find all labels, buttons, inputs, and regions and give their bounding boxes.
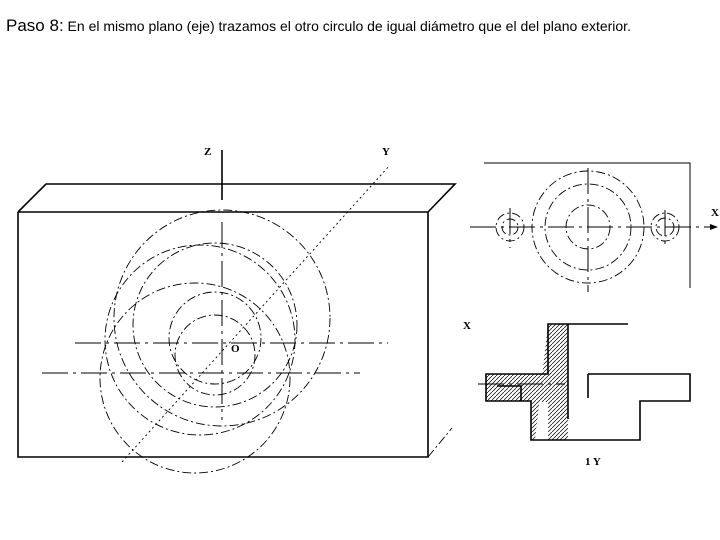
hatch-left-flange	[486, 374, 531, 401]
label-x-right: X	[711, 207, 719, 219]
label-y-bottom: 1 Y	[585, 456, 601, 468]
section-view	[463, 320, 690, 468]
plan-frame	[484, 163, 690, 288]
plan-view	[470, 163, 719, 292]
isometric-view	[18, 146, 455, 473]
label-origin: O	[231, 343, 240, 355]
box-front-face	[18, 212, 428, 457]
inner-circle-back	[175, 315, 255, 395]
step-colon: :	[58, 16, 64, 35]
x-arrow-icon	[710, 224, 718, 230]
step-description: En el mismo plano (eje) trazamos el otro circulo de igual diámetro que el del plano exterior.	[63, 18, 631, 34]
y-axis-diagonal	[122, 165, 390, 462]
label-z: Z	[204, 146, 212, 158]
outer-circle-back	[100, 283, 290, 473]
hatch-upper-block	[531, 374, 568, 402]
box-top-face	[18, 184, 455, 212]
step-number: Paso 8	[6, 16, 59, 35]
label-y-top: Y	[382, 146, 390, 158]
box-hidden-edge	[428, 428, 452, 457]
outer-circle-middle	[105, 245, 295, 435]
label-x-left: X	[463, 320, 471, 332]
middle-circle	[133, 243, 297, 407]
inner-circle	[169, 292, 261, 384]
